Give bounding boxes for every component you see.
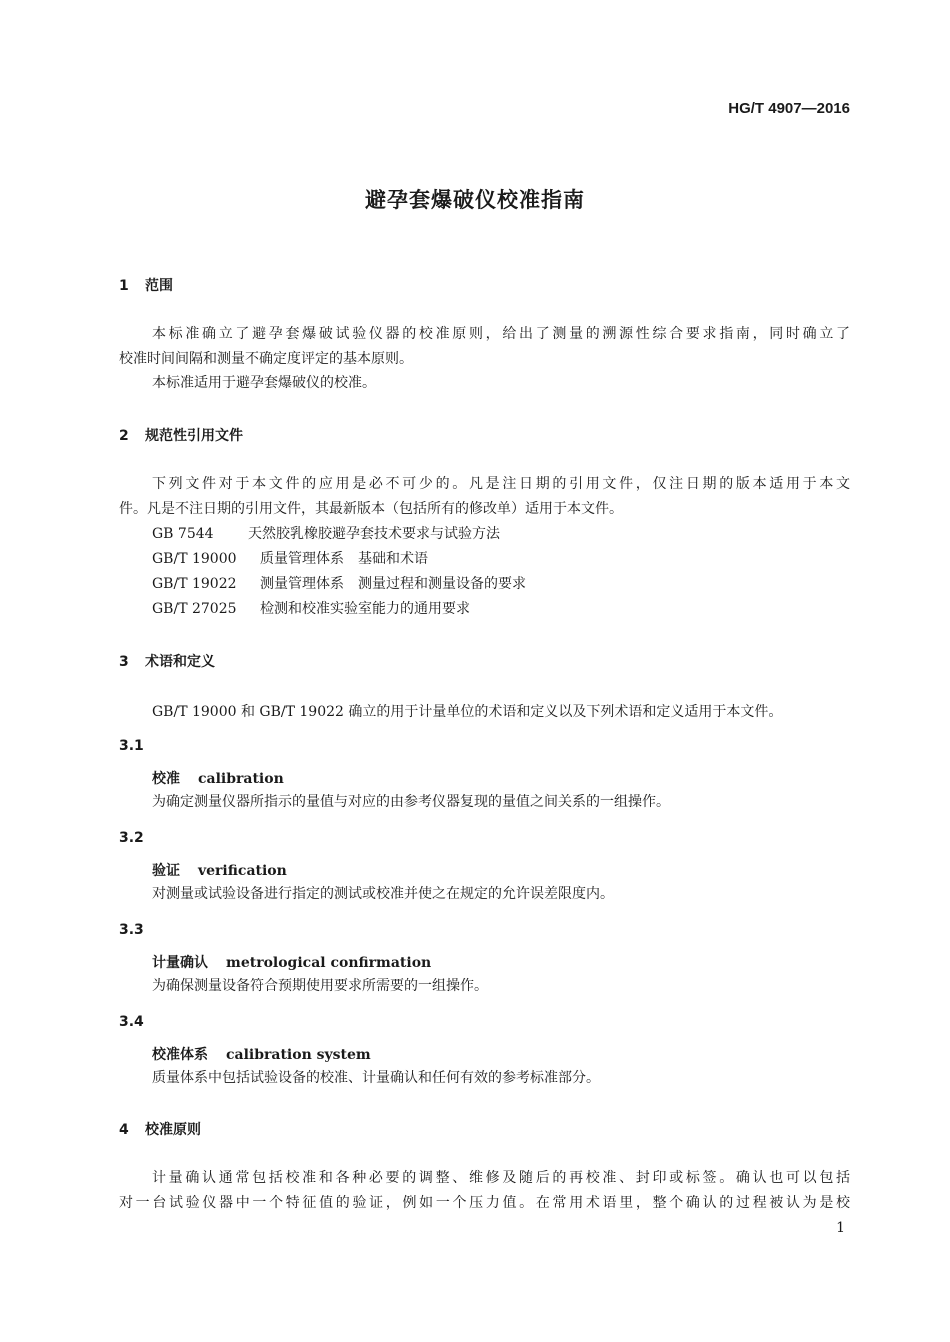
reference-item (152, 600, 470, 618)
section-3-heading (119, 651, 215, 671)
section-2-heading (119, 425, 243, 445)
section-1-heading (119, 275, 173, 295)
reference-code: GB/T 27025 (152, 601, 237, 617)
reference-code: GB/T 19022 (152, 576, 237, 592)
reference-name: 检测和校准实验室能力的通用要求 (260, 601, 470, 617)
paragraph-line: 校准时间间隔和测量不确定度评定的基本原则。 (119, 351, 413, 367)
term-definition: 为确保测量设备符合预期使用要求所需要的一组操作。 (152, 978, 488, 994)
term-heading (152, 860, 305, 880)
term-en: calibration (198, 771, 284, 787)
section-title: 术语和定义 (145, 654, 215, 670)
reference-name: 天然胶乳橡胶避孕套技术要求与试验方法 (248, 526, 500, 542)
paragraph-line: GB/T 19000 和 GB/T 19022 确立的用于计量单位的术语和定义以及下列术语和定义适用于本文件。 (152, 704, 783, 720)
term-number: 3.1 (119, 738, 144, 754)
paragraph-line: 计量确认通常包括校准和各种必要的调整、维修及随后的再校准、封印或标签。确认也可以包括 (152, 1170, 850, 1186)
paragraph-line: 对一台试验仪器中一个特征值的验证，例如一个压力值。在常用术语里，整个确认的过程被认为是校 (119, 1195, 850, 1211)
term-zh: 校准体系 (152, 1047, 208, 1063)
paragraph-line: 本标准确立了避孕套爆破试验仪器的校准原则，给出了测量的溯源性综合要求指南，同时确立了 (152, 326, 850, 342)
section-number: 2 (119, 428, 129, 444)
term-zh: 计量确认 (152, 955, 208, 971)
term-zh: 校准 (152, 771, 180, 787)
section-title: 范围 (145, 278, 173, 294)
section-number: 4 (119, 1122, 129, 1138)
term-definition: 对测量或试验设备进行指定的测试或校准并使之在规定的允许误差限度内。 (152, 886, 614, 902)
reference-item (152, 550, 428, 568)
term-number: 3.3 (119, 922, 144, 938)
reference-code: GB 7544 (152, 526, 214, 542)
reference-name: 测量管理体系 测量过程和测量设备的要求 (260, 576, 526, 592)
reference-item (152, 575, 526, 593)
term-en: metrological confirmation (226, 955, 432, 971)
term-definition: 质量体系中包括试验设备的校准、计量确认和任何有效的参考标准部分。 (152, 1070, 600, 1086)
document-title: 避孕套爆破仪校准指南 (365, 188, 585, 212)
term-en: verification (198, 863, 287, 879)
paragraph-line: 件。凡是不注日期的引用文件，其最新版本（包括所有的修改单）适用于本文件。 (119, 501, 623, 517)
term-zh: 验证 (152, 863, 180, 879)
term-en: calibration system (226, 1047, 371, 1063)
section-number: 3 (119, 654, 129, 670)
section-title: 规范性引用文件 (145, 428, 243, 444)
section-4-heading (119, 1119, 201, 1139)
page-number: 1 (836, 1220, 845, 1236)
section-number: 1 (119, 278, 129, 294)
term-number: 3.2 (119, 830, 144, 846)
reference-item (152, 525, 500, 543)
term-heading (152, 952, 449, 972)
section-title: 校准原则 (145, 1122, 201, 1138)
standard-number: HG/T 4907—2016 (728, 100, 850, 117)
reference-name: 质量管理体系 基础和术语 (260, 551, 428, 567)
reference-code: GB/T 19000 (152, 551, 237, 567)
term-heading (152, 1044, 389, 1064)
term-definition: 为确定测量仪器所指示的量值与对应的由参考仪器复现的量值之间关系的一组操作。 (152, 794, 670, 810)
term-number: 3.4 (119, 1014, 144, 1030)
term-heading (152, 768, 302, 788)
paragraph-line: 本标准适用于避孕套爆破仪的校准。 (152, 375, 376, 391)
paragraph-line: 下列文件对于本文件的应用是必不可少的。凡是注日期的引用文件，仅注日期的版本适用于本文 (152, 476, 850, 492)
